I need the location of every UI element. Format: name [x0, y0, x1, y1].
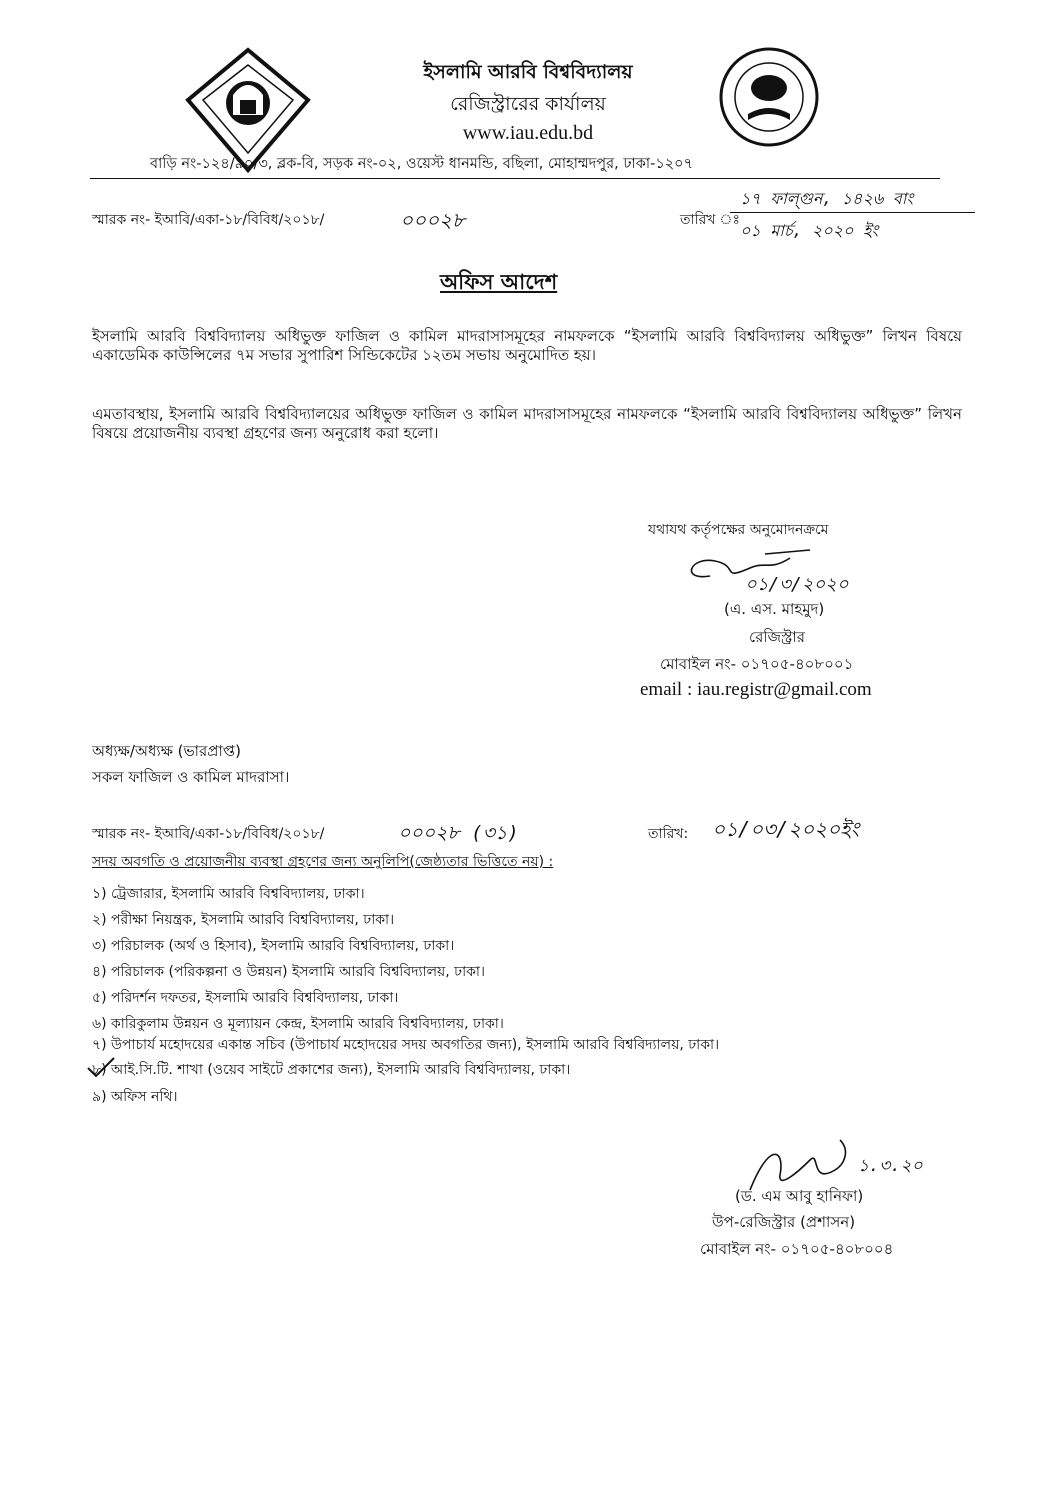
approval-note: যথাযথ কর্তৃপক্ষের অনুমোদনক্রমে — [648, 522, 829, 538]
memo-date-label: তারিখ ঃ — [680, 212, 740, 228]
university-seal-right — [718, 46, 820, 148]
page-title: অফিস আদেশ — [440, 270, 558, 294]
memo-ref-label: স্মারক নং- ইআবি/একা-১৮/বিবিধ/২০১৮/ — [92, 212, 325, 228]
office-name: রেজিস্ট্রারের কার্যালয় — [450, 93, 606, 115]
paragraph-1: ইসলামি আরবি বিশ্ববিদ্যালয় অধিভুক্ত ফাজিল ও কামিল মাদরাসাসমূহের নামফলকে “ইসলামি আরবি বিশ্ববিদ্যালয় অধিভুক্ত” লিখন বিষয়ে একাডেমিক কাউন্সিলের ৭ম সভার সুপারিশ সিন্ডিকেটের ১২তম সভায় অনুমোদিত হয়। — [92, 327, 962, 364]
list-item: ৮) আই.সি.টি. শাখা (ওয়েব সাইটে প্রকাশের জন্য), ইসলামি আরবি বিশ্ববিদ্যালয়, ঢাকা। — [92, 1062, 571, 1078]
memo-ref-number: ০০০২৮ — [400, 208, 465, 232]
signature1-date: ০১/৩/২০২০ — [745, 574, 849, 595]
signatory1-email: email : iau.registr@gmail.com — [640, 679, 872, 700]
list-item: ১) ট্রেজারার, ইসলামি আরবি বিশ্ববিদ্যালয়, ঢাকা। — [92, 886, 365, 902]
list-item: ৩) পরিচালক (অর্থ ও হিসাব), ইসলামি আরবি বিশ্ববিদ্যালয়, ঢাকা। — [92, 938, 455, 954]
signature2-date: ১.৩.২০ — [858, 1156, 923, 1176]
address: বাড়ি নং-১২৪/৯০/৩, ব্লক-বি, সড়ক নং-০২, ওয়েস্ট ধানমন্ডি, বছিলা, মোহাম্মদপুর, ঢাকা-১২০৭ — [150, 156, 694, 172]
memo-date-bangla: ১৭ ফাল্গুন, ১৪২৬ বাং — [740, 189, 914, 208]
list-item: ৪) পরিচালক (পরিকল্পনা ও উন্নয়ন) ইসলামি আরবি বিশ্ববিদ্যালয়, ঢাকা। — [92, 964, 486, 980]
memo2-ref-label: স্মারক নং- ইআবি/একা-১৮/বিবিধ/২০১৮/ — [92, 826, 325, 842]
signatory2-name: (ড. এম আবু হানিফা) — [735, 1187, 864, 1205]
date-divider — [730, 212, 975, 213]
list-item: ৭) উপাচার্য মহোদয়ের একান্ত সচিব (উপাচার্য মহোদয়ের সদয় অবগতির জন্য), ইসলামি আরবি বিশ্ববিদ্যালয়, ঢাকা। — [92, 1037, 720, 1053]
recipient-line2: সকল ফাজিল ও কামিল মাদরাসা। — [92, 768, 290, 786]
list-item: ৫) পরিদর্শন দফতর, ইসলামি আরবি বিশ্ববিদ্যালয়, ঢাকা। — [92, 990, 399, 1006]
website: www.iau.edu.bd — [462, 122, 594, 144]
memo-date-english: ০১ মার্চ, ২০২০ ইং — [740, 221, 879, 240]
list-item: ২) পরীক্ষা নিয়ন্ত্রক, ইসলামি আরবি বিশ্ববিদ্যালয়, ঢাকা। — [92, 912, 395, 928]
memo2-ref-number: ০০০২৮ (৩১) — [398, 822, 519, 844]
signatory2-mobile: মোবাইল নং- ০১৭০৫-৪০৮০০৪ — [700, 1240, 894, 1258]
header-rule — [90, 178, 940, 179]
list-item: ৯) অফিস নথি। — [92, 1089, 178, 1105]
signatory2-designation: উপ-রেজিস্ট্রার (প্রশাসন) — [712, 1213, 856, 1231]
signatory1-mobile: মোবাইল নং- ০১৭০৫-৪০৮০০১ — [660, 655, 854, 673]
institution-name: ইসলামি আরবি বিশ্ববিদ্যালয় — [423, 61, 633, 83]
memo2-date-label: তারিখ: — [648, 826, 689, 842]
memo2-date: ০১/০৩/২০২০ইং — [712, 817, 860, 841]
signatory1-designation: রেজিস্ট্রার — [749, 628, 806, 646]
list-item: ৬) কারিকুলাম উন্নয়ন ও মূল্যায়ন কেন্দ্র, ইসলামি আরবি বিশ্ববিদ্যালয়, ঢাকা। — [92, 1016, 504, 1032]
copy-heading: সদয় অবগতি ও প্রয়োজনীয় ব্যবস্থা গ্রহণের জন্য অনুলিপি(জেষ্ঠ্যতার ভিত্তিতে নয়) : — [92, 854, 554, 870]
recipient-line1: অধ্যক্ষ/অধ্যক্ষ (ভারপ্রাপ্ত) — [92, 742, 241, 760]
tick-mark — [86, 1056, 116, 1078]
paragraph-2: এমতাবস্থায়, ইসলামি আরবি বিশ্ববিদ্যালয়ের অধিভুক্ত ফাজিল ও কামিল মাদরাসাসমূহের নামফলকে “ইসলামি আরবি বিশ্ববিদ্যালয় অধিভুক্ত” লিখন বিষয়ে প্রয়োজনীয় ব্যবস্থা গ্রহণের জন্য অনুরোধ করা হলো। — [92, 405, 962, 442]
signatory1-name: (এ. এস. মাহমুদ) — [724, 600, 825, 618]
